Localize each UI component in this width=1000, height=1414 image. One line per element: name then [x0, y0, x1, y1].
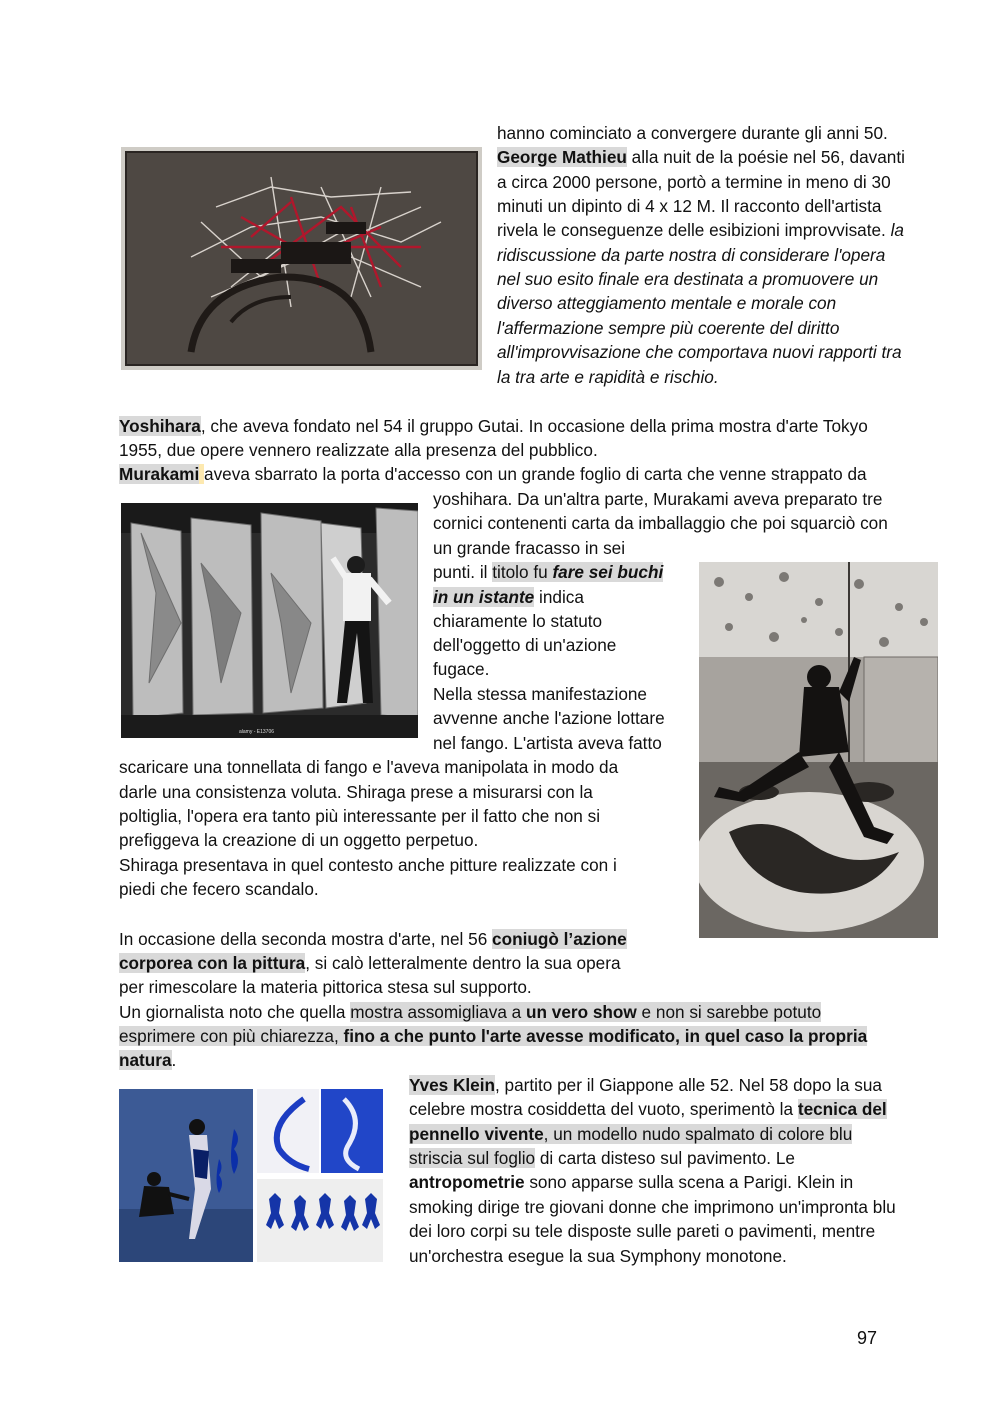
- p1-line-4: minuti un dipinto di 4 x 12 M. Il racconto dell'artista: [497, 196, 882, 216]
- p2-line-7-highlight: titolo fu: [492, 562, 553, 582]
- p2-line-1-text: , che aveva fondato nel 54 il gruppo Gutai. In occasione della prima mostra d'arte Tokyo: [200, 416, 868, 436]
- p4-line-7: dei loro corpi su tele disposte sulle pareti o pavimenti, mentre: [409, 1221, 876, 1241]
- p1-line-2-text: alla nuit de la poésie nel 56, davanti: [626, 147, 905, 167]
- p1-line-5-text: rivela le conseguenze delle esibizioni improvvisate.: [497, 220, 891, 240]
- p3-line-5-highlight: esprimere con più chiarezza,: [119, 1026, 344, 1046]
- p3-line-4-highlight: mostra assomigliava a: [350, 1002, 526, 1022]
- p3-line-2-text: , si calò letteralmente dentro la sua opera: [305, 953, 621, 973]
- work-title-part-1: fare sei buchi: [552, 562, 664, 582]
- p1-line-6: ridiscussione da parte nostra di considerare l'opera: [497, 245, 886, 265]
- p3-line-4-text: Un giornalista noto che quella: [119, 1002, 351, 1022]
- p3-line-2: [119, 951, 621, 975]
- abstract-painting-image: [121, 147, 482, 370]
- p4-line-5: [409, 1170, 853, 1194]
- p1-line-2: [497, 145, 905, 169]
- p2-line-20: piedi che fecero scandalo.: [119, 879, 319, 899]
- p2-line-9: chiaramente lo statuto: [433, 611, 603, 631]
- p2-line-7-text: punti. il: [433, 562, 493, 582]
- p3-line-4-highlight-end: e non si sarebbe potuto: [636, 1002, 822, 1022]
- p2-line-11: fugace.: [433, 659, 490, 679]
- p4-line-5-bold: antropometrie: [409, 1172, 525, 1192]
- p4-line-2-highlight: tecnica del: [797, 1099, 887, 1119]
- p1-line-5: [497, 218, 904, 242]
- artist-name-klein: Yves Klein: [409, 1075, 495, 1095]
- artist-name-murakami: Murakami: [119, 464, 200, 484]
- p2-line-7: [433, 560, 663, 584]
- p2-line-10: dell'oggetto di un'azione: [433, 635, 617, 655]
- p2-line-13: avvenne anche l'azione lottare: [433, 708, 665, 728]
- page-number: 97: [857, 1328, 878, 1348]
- p4-line-5-text: sono apparse sulla scena a Parigi. Klein in: [524, 1172, 854, 1192]
- p4-line-8: un'orchestra esegue la sua Symphony monotone.: [409, 1246, 787, 1266]
- p4-line-3-highlight: pennello vivente: [409, 1124, 544, 1144]
- p2-line-5: cornici contenenti carta da imballaggio che poi squarciò con: [433, 513, 888, 533]
- p4-line-4-highlight: striscia sul foglio: [409, 1148, 536, 1168]
- murakami-paper-screens-photo: [121, 503, 418, 738]
- p2-line-17: poltiglia, l'opera era tanto più interessante per il fatto che non si: [119, 806, 601, 826]
- p1-line-8: diverso atteggiamento mentale e morale con: [497, 293, 837, 313]
- p4-line-4-text: di carta disteso sul pavimento. Le: [535, 1148, 795, 1168]
- p2-line-16: darle una consistenza voluta. Shiraga prese a misurarsi con la: [119, 782, 593, 802]
- p1-line-3: a circa 2000 persone, portò a termine in meno di 30: [497, 172, 891, 192]
- p1-line-11: la tra arte e rapidità e rischio.: [497, 367, 719, 387]
- p2-line-3: [119, 462, 867, 486]
- p3-line-1: [119, 927, 627, 951]
- p4-line-1-text: , partito per il Giappone alle 52. Nel 58 dopo la sua: [495, 1075, 882, 1095]
- p2-line-8: [433, 585, 584, 609]
- p3-line-1-highlight: coniugò l’azione: [492, 929, 627, 949]
- p2-line-18: prefiggeva la creazione di un oggetto perpetuo.: [119, 830, 479, 850]
- p3-line-6-bold: natura: [119, 1050, 172, 1070]
- work-title-part-2: in un istante: [433, 587, 535, 607]
- yves-klein-anthropometry-photos: [119, 1089, 383, 1262]
- p3-line-5-bold: fino a che punto l'arte avesse modificato, in quel caso la propria: [343, 1026, 868, 1046]
- p4-line-2-text: celebre mostra cosiddetta del vuoto, sperimentò la: [409, 1099, 798, 1119]
- shiraga-mud-action-photo: [699, 562, 938, 938]
- p3-line-4-bold: un vero show: [526, 1002, 637, 1022]
- p2-line-19: Shiraga presentava in quel contesto anche pitture realizzate con i: [119, 855, 617, 875]
- p2-line-4: yoshihara. Da un'altra parte, Murakami aveva preparato tre: [433, 489, 883, 509]
- p1-line-1: hanno cominciato a convergere durante gli anni 50.: [497, 123, 888, 143]
- p3-line-2-highlight: corporea con la pittura: [119, 953, 306, 973]
- p4-line-2: [409, 1097, 887, 1121]
- p4-line-3: [409, 1122, 852, 1146]
- p2-line-6: un grande fracasso in sei: [433, 538, 626, 558]
- p2-line-12: Nella stessa manifestazione: [433, 684, 647, 704]
- p4-line-3-text: , un modello nudo spalmato di colore blu: [543, 1124, 853, 1144]
- p1-line-7: nel suo esito finale era destinata a promuovere un: [497, 269, 879, 289]
- p2-line-3-text: aveva sbarrato la porta d'accesso con un grande foglio di carta che venne strappato da: [204, 464, 867, 484]
- p3-line-6-text: .: [171, 1050, 177, 1070]
- p2-line-14: nel fango. L'artista aveva fatto: [433, 733, 662, 753]
- p1-line-5-italic: la: [890, 220, 904, 240]
- p3-line-4: [119, 1000, 821, 1024]
- p2-line-1: [119, 414, 868, 438]
- p4-line-4: [409, 1146, 795, 1170]
- p1-line-9: l'affermazione sempre più coerente del diritto: [497, 318, 840, 338]
- p2-line-15: scaricare una tonnellata di fango e l'aveva manipolata in modo da: [119, 757, 619, 777]
- p3-line-3: per rimescolare la materia pittorica stesa sul supporto.: [119, 977, 532, 997]
- p3-line-1-text: In occasione della seconda mostra d'arte, nel 56: [119, 929, 493, 949]
- p4-line-6: smoking dirige tre giovani donne che imprimono un'impronta blu: [409, 1197, 896, 1217]
- p1-line-10: all'improvvisazione che comportava nuovi rapporti tra: [497, 342, 902, 362]
- p3-line-5: [119, 1024, 867, 1048]
- photo-caption: alamy - E13706: [239, 729, 275, 735]
- artist-name-yoshihara: Yoshihara: [119, 416, 201, 436]
- p4-line-1: [409, 1073, 882, 1097]
- p3-line-6: [119, 1048, 176, 1072]
- p2-line-2: 1955, due opere vennero realizzate alla presenza del pubblico.: [119, 440, 598, 460]
- p2-line-8-text: indica: [534, 587, 584, 607]
- artist-name-mathieu: George Mathieu: [497, 147, 627, 167]
